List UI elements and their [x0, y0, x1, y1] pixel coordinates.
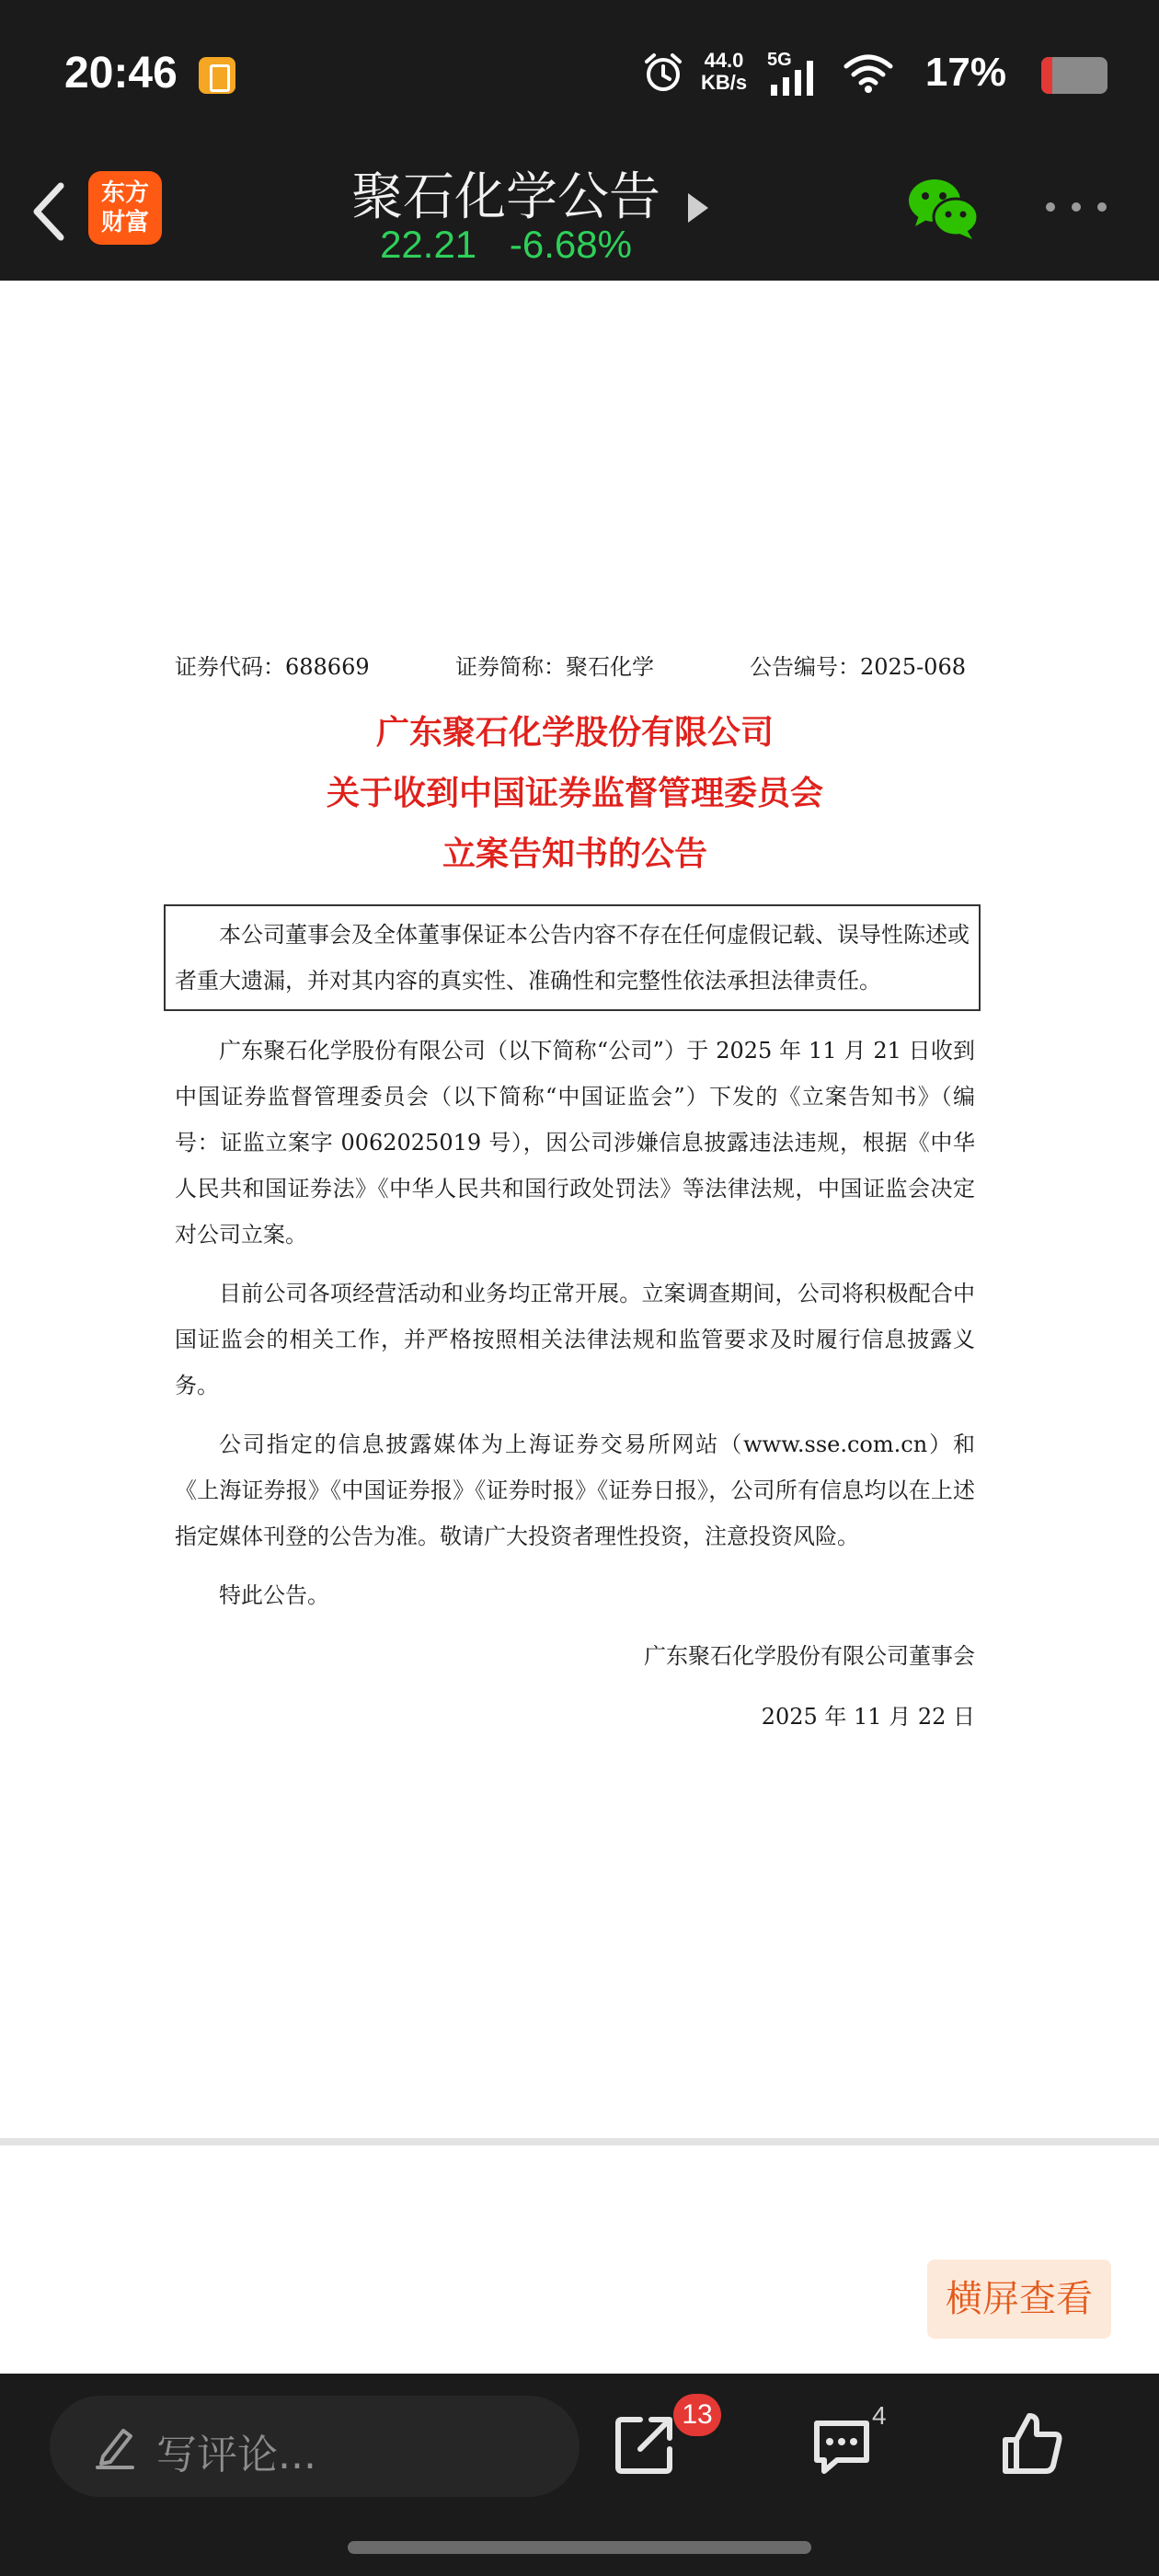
home-indicator[interactable]	[348, 2541, 811, 2554]
battery-percent: 17%	[924, 50, 1006, 95]
document-title	[175, 702, 975, 884]
brand-line2: 财富	[100, 209, 149, 236]
title-line: 立案告知书的公告	[442, 834, 707, 873]
share-count-badge: 13	[673, 2394, 721, 2436]
landscape-view-button[interactable]: 横屏查看	[927, 2260, 1111, 2339]
status-bar	[0, 0, 1159, 147]
notice-number: 公告编号：2025-068	[750, 654, 966, 680]
battery-level	[1041, 57, 1052, 94]
wechat-share-icon[interactable]	[906, 175, 980, 241]
paragraph: 目前公司各项经营活动和业务均正常开展。立案调查期间，公司将积极配合中国证监会的相关工作，并严格按照相关法律法规和监管要求及时履行信息披露义务。	[175, 1281, 975, 1398]
share-icon[interactable]	[613, 2412, 677, 2477]
cellular-signal-icon	[767, 50, 822, 98]
comment-input[interactable]	[50, 2396, 580, 2497]
document-date: 2025 年 11 月 22 日	[761, 1704, 975, 1730]
bottom-action-bar	[0, 2374, 1159, 2576]
more-options-icon[interactable]	[1039, 193, 1113, 221]
eastmoney-logo[interactable]	[88, 171, 162, 245]
comment-placeholder: 写评论...	[156, 2432, 316, 2478]
thumbs-up-icon[interactable]	[998, 2410, 1066, 2478]
network-type: 5G	[767, 50, 792, 70]
app-notification-icon	[199, 57, 235, 94]
expand-triangle-icon[interactable]	[684, 190, 712, 226]
paragraph: 特此公告。	[219, 1582, 329, 1608]
net-speed-unit: KB/s	[700, 71, 748, 94]
announcement-document	[175, 649, 975, 1740]
stock-price: 22.21	[380, 223, 477, 266]
title-line: 广东聚石化学股份有限公司	[375, 713, 774, 752]
disclaimer-box: 本公司董事会及全体董事保证本公告内容不存在任何虚假记载、误导性陈述或者重大遗漏，并对其内容的真实性、准确性和完整性依法承担法律责任。	[164, 904, 981, 1011]
paragraph: 广东聚石化学股份有限公司（以下简称“公司”）于 2025 年 11 月 21 日收到中国证券监督管理委员会（以下简称“中国证监会”）下发的《立案告知书》（编号：证监立案字 0062025019 号），因公司涉嫌信息披露违法违规，根据《中华人民共和国证券法》《中华人民共和国行政处罚法》等法律法规，中国证监会决定对公司立案。	[175, 1038, 975, 1248]
net-speed-value: 44.0	[704, 49, 744, 72]
brand-line1: 东方	[100, 179, 149, 207]
status-time: 20:46	[64, 49, 178, 98]
comment-count: 4	[872, 2401, 887, 2430]
stock-code: 证券代码：688669	[175, 654, 370, 680]
top-nav-bar	[0, 147, 1159, 281]
alarm-clock-icon	[642, 52, 684, 94]
title-line: 关于收到中国证券监督管理委员会	[326, 774, 823, 812]
status-indicators	[556, 46, 1107, 101]
net-speed	[694, 50, 754, 94]
stock-abbreviation: 证券简称：聚石化学	[455, 654, 654, 680]
paragraph: 公司指定的信息披露媒体为上海证券交易所网站（www.sse.com.cn）和《上海证券报》《中国证券报》《证券时报》《证券日报》，公司所有信息均以在上述指定媒体刊登的公告为准。敬请广大投资者理性投资，注意投资风险。	[175, 1432, 975, 1549]
back-arrow-icon[interactable]	[22, 175, 77, 248]
content-divider	[0, 2138, 1159, 2145]
pen-icon	[90, 2421, 140, 2471]
stock-quote[interactable]	[304, 223, 708, 267]
signature: 广东聚石化学股份有限公司董事会	[644, 1643, 975, 1669]
page-title[interactable]: 聚石化学公告	[351, 167, 660, 227]
battery-icon	[1041, 57, 1107, 94]
wifi-icon	[843, 53, 894, 94]
document-header	[175, 649, 975, 685]
comment-icon[interactable]	[809, 2414, 874, 2478]
stock-change: -6.68%	[509, 223, 632, 266]
